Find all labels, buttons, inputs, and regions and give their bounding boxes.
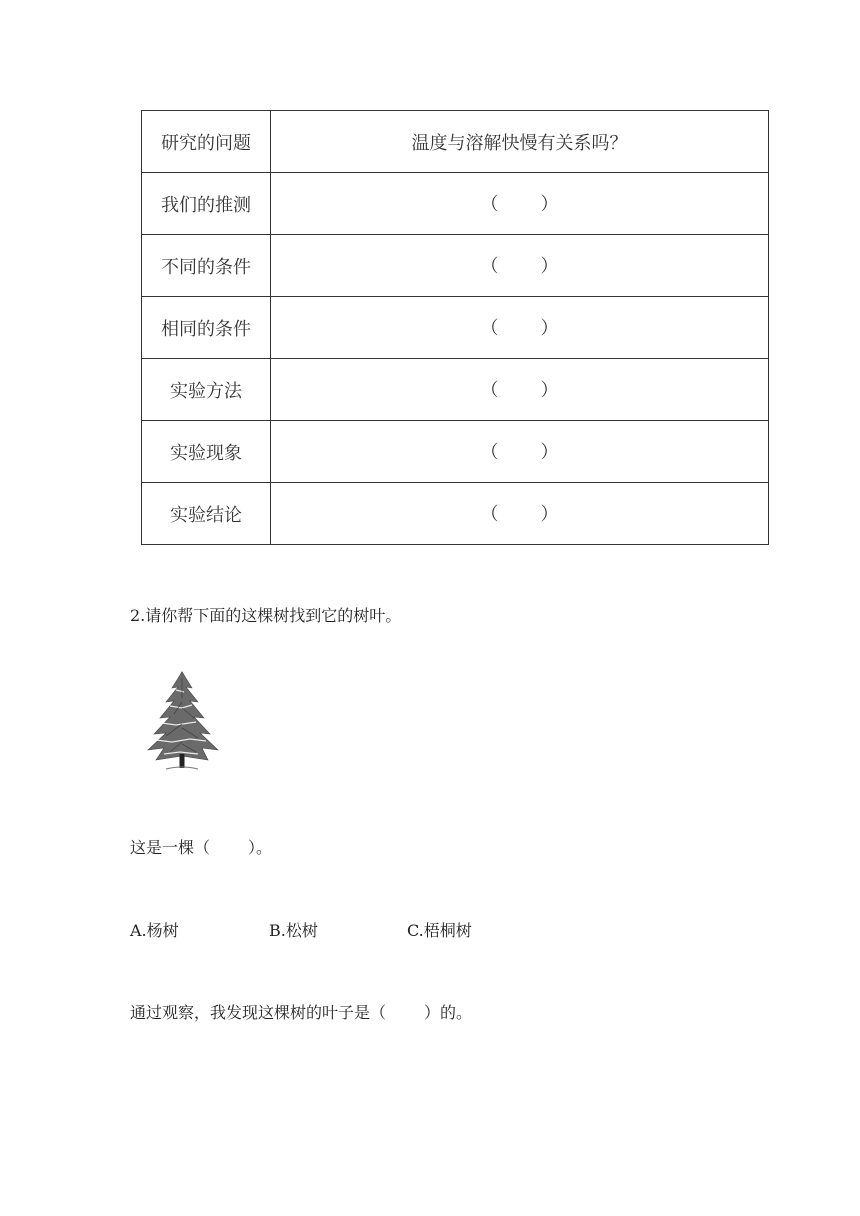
pine-tree-illustration: [136, 668, 228, 776]
table-row: [142, 483, 769, 545]
answer-parentheses: [480, 500, 559, 525]
line1-prefix: 这是一棵（: [130, 838, 211, 857]
row-label: 不同的条件: [142, 235, 271, 297]
question-title: 2.请你帮下面的这棵树找到它的树叶。: [130, 606, 402, 625]
row-label: 实验结论: [142, 483, 271, 545]
paren-left: （: [480, 380, 499, 401]
line2-suffix: ）的。: [424, 1003, 473, 1022]
row-label: 我们的推测: [142, 173, 271, 235]
row-label: 研究的问题: [142, 111, 271, 173]
question-line-tree-type: [130, 835, 272, 858]
paren-left: （: [480, 194, 499, 215]
line1-suffix: ）。: [248, 838, 273, 857]
line2-prefix: 通过观察，我发现这棵树的叶子是（: [130, 1003, 387, 1022]
paren-left: （: [480, 318, 499, 339]
table-row: [142, 173, 769, 235]
table-row: [142, 359, 769, 421]
answer-blank-cell[interactable]: [271, 235, 769, 297]
answer-blank-cell[interactable]: [271, 421, 769, 483]
answer-parentheses: [480, 190, 559, 215]
row-label: 相同的条件: [142, 297, 271, 359]
paren-left: （: [480, 504, 499, 525]
research-table: [141, 110, 769, 545]
row-value: 温度与溶解快慢有关系吗？: [271, 111, 769, 173]
paren-right: ）: [540, 318, 559, 339]
paren-left: （: [480, 442, 499, 463]
question-line-leaf-shape: [130, 1000, 472, 1023]
table-row: [142, 297, 769, 359]
answer-blank-cell[interactable]: [271, 173, 769, 235]
answer-parentheses: [480, 252, 559, 277]
row-label: 实验现象: [142, 421, 271, 483]
table-row: [142, 111, 769, 173]
table-row: [142, 421, 769, 483]
answer-blank-cell[interactable]: [271, 359, 769, 421]
answer-blank-cell[interactable]: [271, 483, 769, 545]
paren-right: ）: [540, 504, 559, 525]
paren-right: ）: [540, 256, 559, 277]
answer-parentheses: [480, 314, 559, 339]
row-label: 实验方法: [142, 359, 271, 421]
answer-parentheses: [480, 438, 559, 463]
paren-right: ）: [540, 194, 559, 215]
answer-parentheses: [480, 376, 559, 401]
table-row: [142, 235, 769, 297]
option-c[interactable]: C.梧桐树: [407, 921, 472, 940]
option-b[interactable]: B.松树: [269, 921, 318, 940]
paren-right: ）: [540, 442, 559, 463]
option-a[interactable]: A.杨树: [130, 921, 179, 940]
paren-right: ）: [540, 380, 559, 401]
paren-left: （: [480, 256, 499, 277]
answer-blank-cell[interactable]: [271, 297, 769, 359]
